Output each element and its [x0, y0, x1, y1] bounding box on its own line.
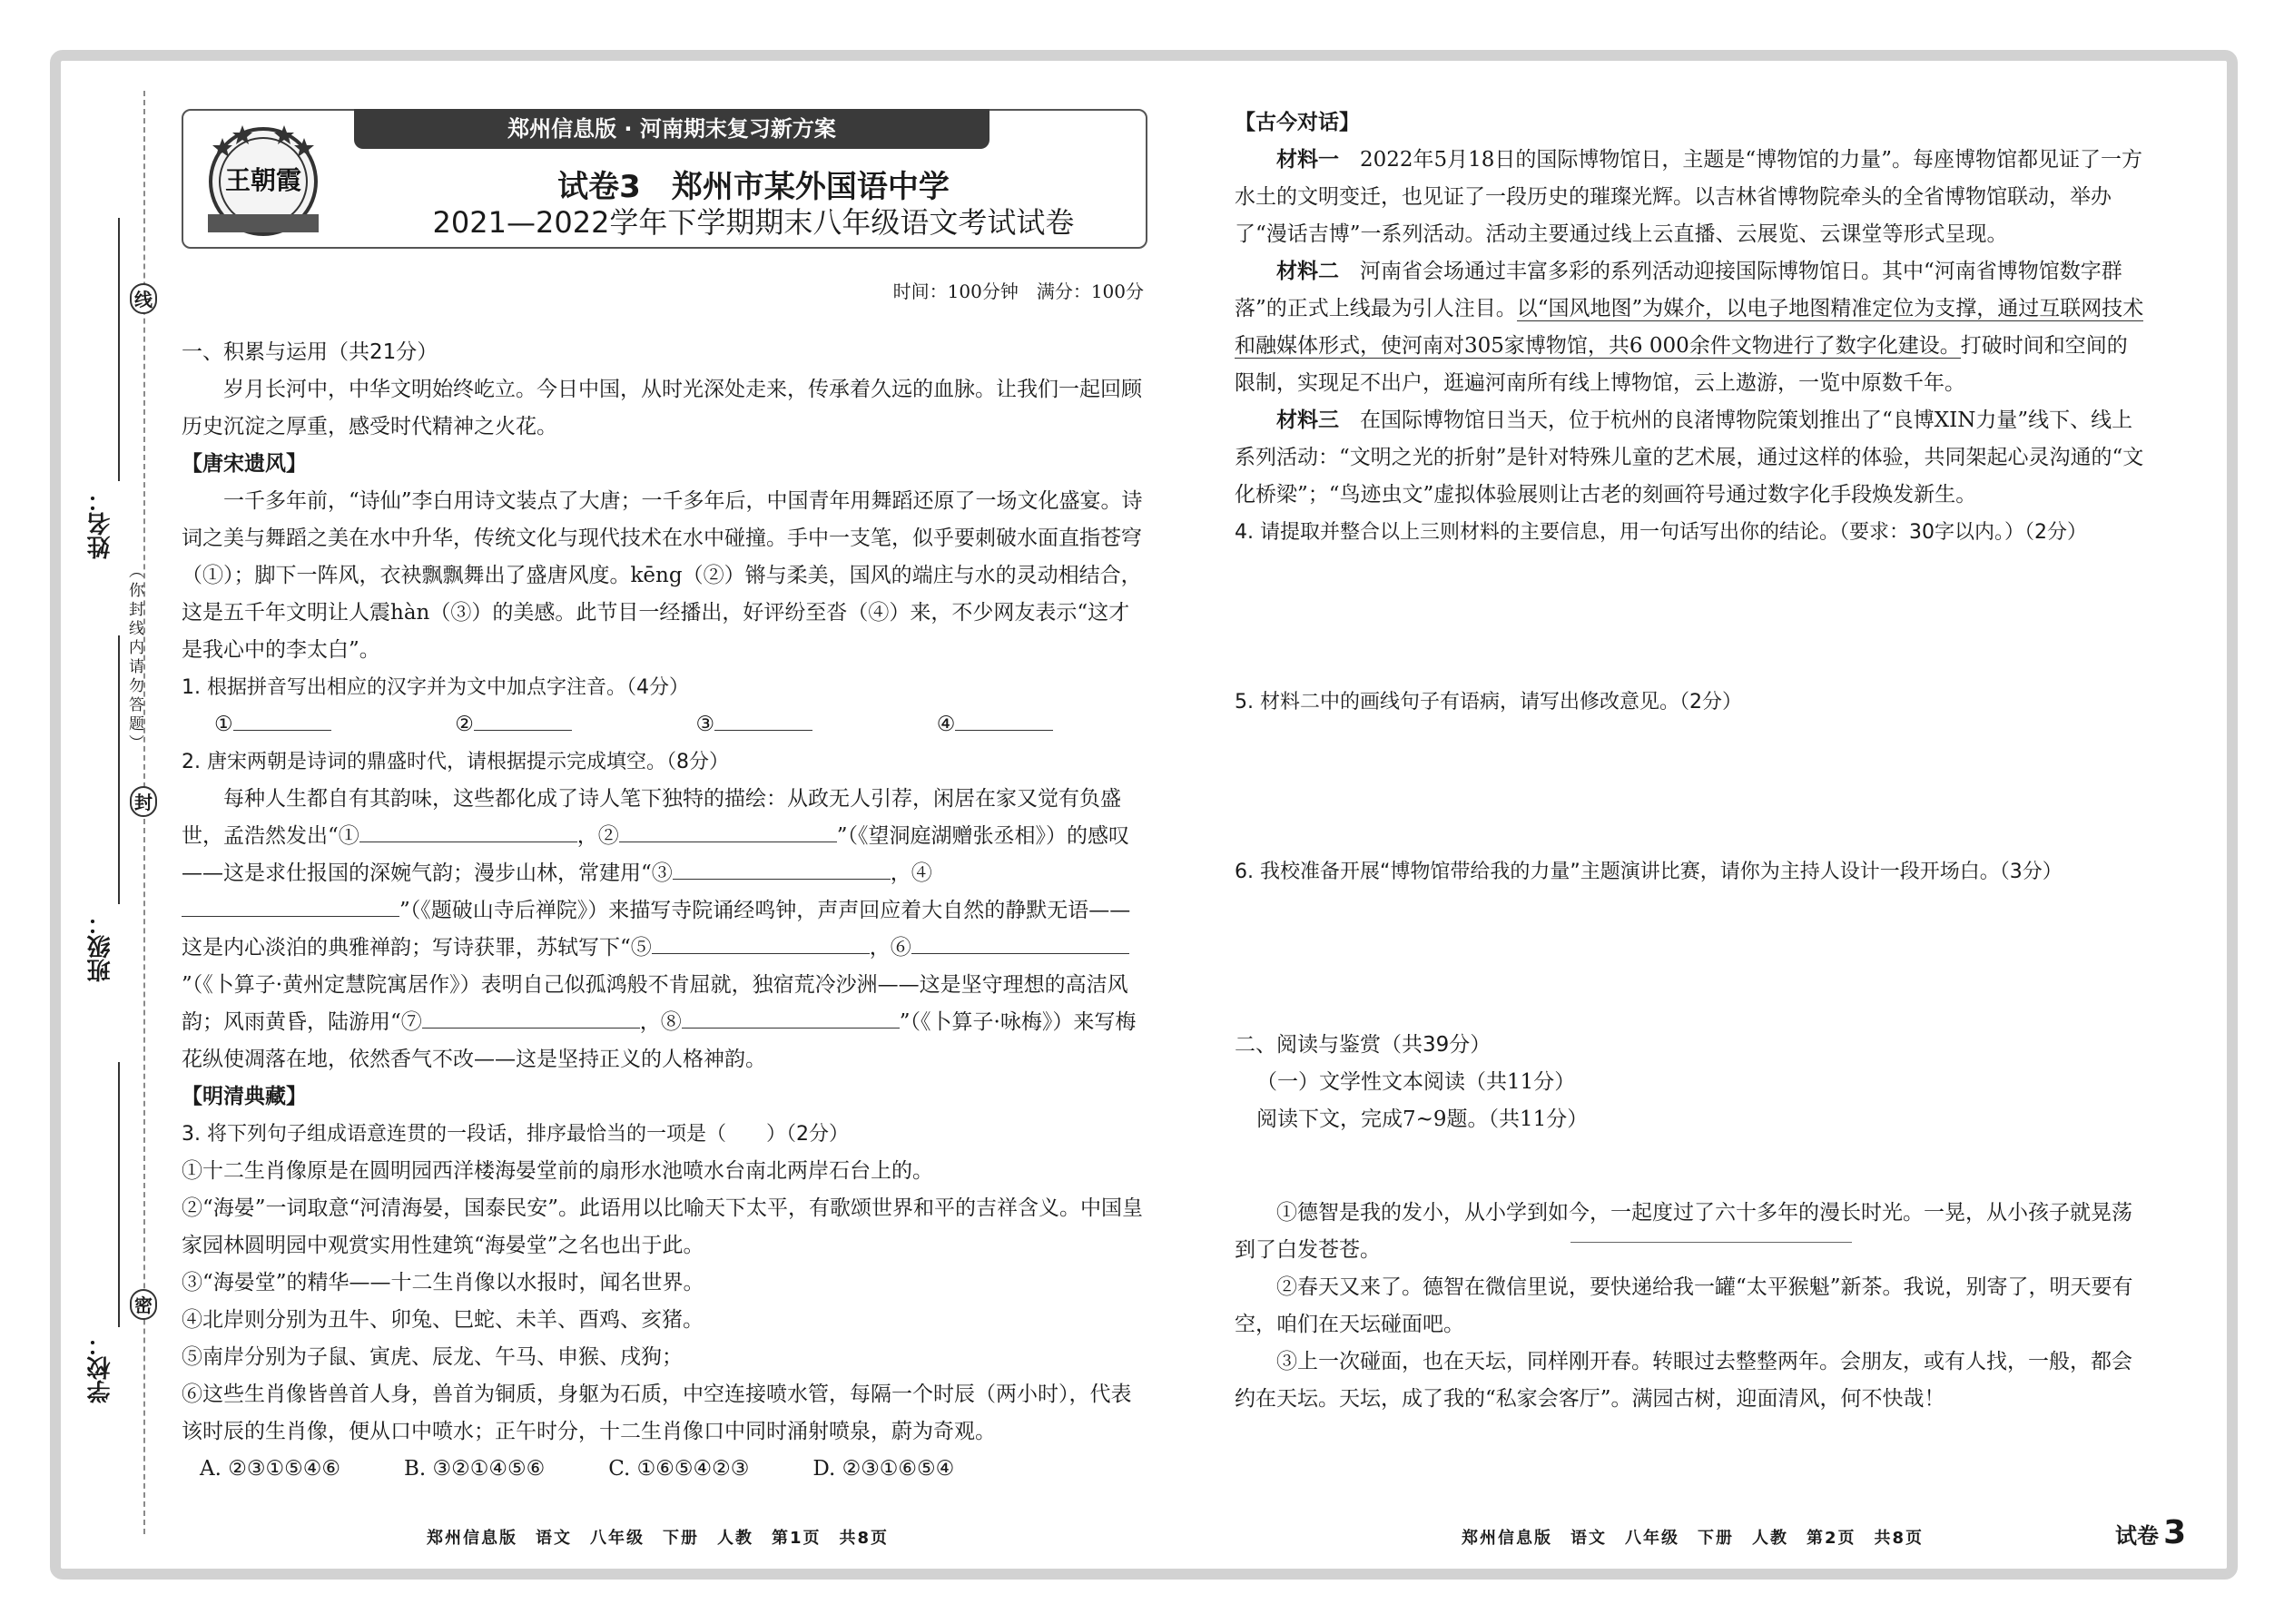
fill-blank-6[interactable] [911, 930, 1129, 954]
school-label: 学校： [87, 1333, 114, 1403]
section-2-title: 二、阅读与鉴赏（共39分） [1235, 1033, 1492, 1057]
fill-blank-8[interactable] [682, 1004, 900, 1029]
answer-area-6[interactable] [1235, 891, 2147, 1027]
left-column [182, 334, 1146, 1488]
answer-area-5[interactable] [1235, 721, 2147, 853]
exam-time-score: 时间：100分钟 满分：100分 [892, 281, 1144, 302]
answer-blank-4[interactable] [955, 706, 1053, 731]
question-1-blanks: ① ② ③ ④ [182, 706, 1146, 743]
fill-blank-7[interactable] [422, 1004, 640, 1029]
tang-song-passage: 一千多年前，“诗仙”李白用诗文装点了大唐；一千多年后，中国青年用舞蹈还原了一场文化盛宴。诗词之美与舞蹈之美在水中升华，传统文化与现代技术在水中碰撞。手中一支笔，似乎要刺破水面直指苍穹（①）；脚下一阵风，衣袂飘飘舞出了盛唐风度。kēng（②）锵与柔美，国风的端庄与水的灵动相结合，这是五千年文明让人震hàn（③）的美感。此节目一经播出，好评纷至沓（④）来，不少网友表示“这才是我心中的李太白”。 [182, 489, 1143, 662]
material-1: 材料一 2022年5月18日的国际博物馆日，主题是“博物馆的力量”。每座博物馆都见证了一方水土的文明变迁，也见证了一段历史的璀璨光辉。以吉林省博物院牵头的全省博物馆联动，举办了“漫话吉博”一系列活动。活动主要通过线上云直播、云展览、云课堂等形式呈现。 [1235, 148, 2142, 246]
question-2: 2. 唐宋两朝是诗词的鼎盛时代，请根据提示完成填空。（8分） [182, 751, 729, 773]
q3-option-b[interactable]: B. ③②①④⑤⑥ [403, 1457, 546, 1481]
q3-item-6: ⑥这些生肖像皆兽首人身，兽首为铜质，身躯为石质，中空连接喷水管，每隔一个时辰（两小时），代表该时辰的生肖像，便从口中喷水；正午时分，十二生肖像口中同时涌射喷泉，蔚为奇观。 [182, 1383, 1132, 1443]
q3-options [182, 1451, 1146, 1488]
subsection-gu-jin: 【古今对话】 [1235, 111, 1360, 134]
q3-item-1: ①十二生肖像原是在圆明园西洋楼海晏堂前的扇形水池喷水台南北两岸石台上的。 [182, 1159, 933, 1183]
answer-area-4[interactable] [1235, 551, 2147, 684]
section-1-title: 一、积累与运用（共21分） [182, 340, 438, 364]
binding-mark-mi: 密 [130, 1289, 157, 1320]
q3-option-d[interactable]: D. ②③①⑥⑤④ [812, 1457, 955, 1481]
school-field[interactable] [118, 1062, 120, 1327]
right-column [1235, 104, 2147, 1418]
q3-item-5: ⑤南岸分别为子鼠、寅虎、辰龙、午马、申猴、戌狗； [182, 1345, 683, 1369]
reading-paragraph-2: ②春天又来了。德智在微信里说，要快递给我一罐“太平猴魁”新茶。我说，别寄了，明天要有空，咱们在天坛碰面吧。 [1235, 1275, 2133, 1336]
question-5: 5. 材料二中的画线句子有语病，请写出修改意见。（2分） [1235, 691, 1742, 714]
exam-title: 试卷3 郑州市某外国语中学 [557, 169, 950, 205]
material-1-label: 材料一 [1276, 148, 1339, 172]
reading-paragraph-3: ③上一次碰面，也在天坛，同样刚开春。转眼过去整整两年。会朋友，或有人找，一般，都会约在天坛。天坛，成了我的“私家会客厅”。满园古树，迎面清风，何不快哉！ [1235, 1350, 2132, 1411]
header-banner: 郑州信息版 · 河南期末复习新方案 [354, 109, 989, 149]
fill-blank-5[interactable] [652, 930, 870, 954]
question-3: 3. 将下列句子组成语意连贯的一段话，排序最恰当的一项是（ ）（2分） [182, 1123, 849, 1146]
fill-blank-2[interactable] [619, 818, 837, 842]
footer-left: 郑州信息版 语文 八年级 下册 人教 第1页 共8页 [427, 1529, 890, 1548]
material-2-label: 材料二 [1276, 260, 1339, 283]
section-2-instruction: 阅读下文，完成7~9题。（共11分） [1256, 1107, 1589, 1131]
answer-blank-3[interactable] [714, 706, 812, 731]
q3-item-2: ②“海晏”一词取意“河清海晏，国泰民安”。此语用以比喻天下太平，有歌颂世界和平的吉祥含义。中国皇家园林圆明园中观赏实用性建筑“海晏堂”之名也出于此。 [182, 1196, 1144, 1257]
question-6: 6. 我校准备开展“博物馆带给我的力量”主题演讲比赛，请你为主持人设计一段开场白。（3分） [1235, 861, 2063, 883]
class-label: 班级： [87, 911, 114, 982]
question-2-passage: 每种人生都自有其韵味，这些都化成了诗人笔下独特的描绘：从政无人引荐，闲居在家又觉有负盛世，孟浩然发出“① ，② ”（《望洞庭湖赠张丞相》）的感叹——这是求仕报国的深婉气韵；漫步山林，常建用“③ ，④”（《题破山寺后禅院》）来描写寺院诵经鸣钟，声声回应着大自然的静默无语——这是内心淡泊的典雅禅韵；写诗获罪，苏轼写下“⑤ ，⑥”（《卜算子·黄州定慧院寓居作》）表明自己似孤鸿般不肯屈就，独宿荒冷沙洲——这是坚守理想的高洁风韵；风雨黄昏，陆游用“⑦ ，⑧ ”（《卜算子·咏梅》）来写梅花纵使凋落在地，依然香气不改——这是坚持正义的人格神韵。 [182, 787, 1137, 1071]
name-label: 姓名： [87, 488, 114, 559]
reading-paragraph-1: ①德智是我的发小，从小学到如今，一起度过了六十多年的漫长时光。一晃，从小孩子就晃荡到了白发苍苍。 [1235, 1201, 2132, 1262]
fill-blank-1[interactable] [359, 818, 577, 842]
section-1-intro: 岁月长河中，中华文明始终屹立。今日中国，从时光深处走来，传承着久远的血脉。让我们一起回顾历史沉淀之厚重，感受时代精神之火花。 [182, 378, 1142, 438]
subsection-ming-qing: 【明清典藏】 [182, 1085, 307, 1108]
q3-option-a[interactable]: A. ②③①⑤④⑥ [200, 1457, 340, 1481]
question-1: 1. 根据拼音写出相应的汉字并为文中加点字注音。（4分） [182, 676, 689, 699]
subsection-tang-song: 【唐宋遗风】 [182, 452, 307, 476]
material-3-label: 材料三 [1276, 408, 1339, 432]
section-2-sub: （一）文学性文本阅读（共11分） [1256, 1070, 1576, 1094]
fill-blank-4[interactable] [182, 892, 399, 917]
paper-label: 试卷 [2115, 1523, 2159, 1549]
material-2-underlined-sentence: 以“国风地图”为媒介，以电子地图精准定位为支撑，通过互联网技术和融媒体形式，使河南对305家博物馆，共6 000余件文物进行了数字化建设。 [1235, 297, 2144, 358]
binding-note: （你封线内请勿答题） [125, 563, 143, 753]
text-divider [1570, 1242, 1852, 1243]
binding-mark-feng: 封 [130, 786, 157, 817]
question-4: 4. 请提取并整合以上三则材料的主要信息，用一句话写出你的结论。（要求：30字以内。）（2分） [1235, 521, 2087, 544]
material-2: 材料二 河南省会场通过丰富多彩的系列活动迎接国际博物馆日。其中“河南省博物馆数字群落”的正式上线最为引人注目。以“国风地图”为媒介，以电子地图精准定位为支撑，通过互联网技术和融媒体形式，使河南对305家博物馆，共6 000余件文物进行了数字化建设。打破时间和空间的限制，实现足不出户，逛遍河南所有线上博物馆，云上遨游，一览中原数千年。 [1235, 260, 2144, 395]
fill-blank-3[interactable] [673, 855, 891, 880]
q3-option-c[interactable]: C. ①⑥⑤④②③ [608, 1457, 750, 1481]
binding-mark-xian: 线 [130, 283, 157, 314]
name-field[interactable] [118, 218, 120, 481]
q3-item-3: ③“海晏堂”的精华——十二生肖像以水报时，闻名世界。 [182, 1271, 704, 1294]
q3-item-4: ④北岸则分别为丑牛、卯兔、巳蛇、未羊、酉鸡、亥猪。 [182, 1308, 704, 1332]
logo-text: 王朝霞 [224, 165, 302, 195]
class-field[interactable] [118, 635, 120, 904]
footer-right: 郑州信息版 语文 八年级 下册 人教 第2页 共8页 [1462, 1529, 1925, 1548]
answer-blank-2[interactable] [474, 706, 572, 731]
answer-blank-1[interactable] [233, 706, 331, 731]
exam-subtitle: 2021—2022学年下学期期末八年级语文考试试卷 [432, 205, 1075, 240]
material-3: 材料三 在国际博物馆日当天，位于杭州的良渚博物院策划推出了“良博XIN力量”线下、线上系列活动：“文明之光的折射”是针对特殊儿童的艺术展，通过这样的体验，共同架起心灵沟通的“文化桥梁”；“鸟迹虫文”虚拟体验展则让古老的刻画符号通过数字化手段焕发新生。 [1235, 408, 2144, 507]
paper-number: 3 [2163, 1514, 2187, 1551]
publisher-logo [195, 116, 331, 243]
paper-number-badge [2115, 1514, 2186, 1551]
